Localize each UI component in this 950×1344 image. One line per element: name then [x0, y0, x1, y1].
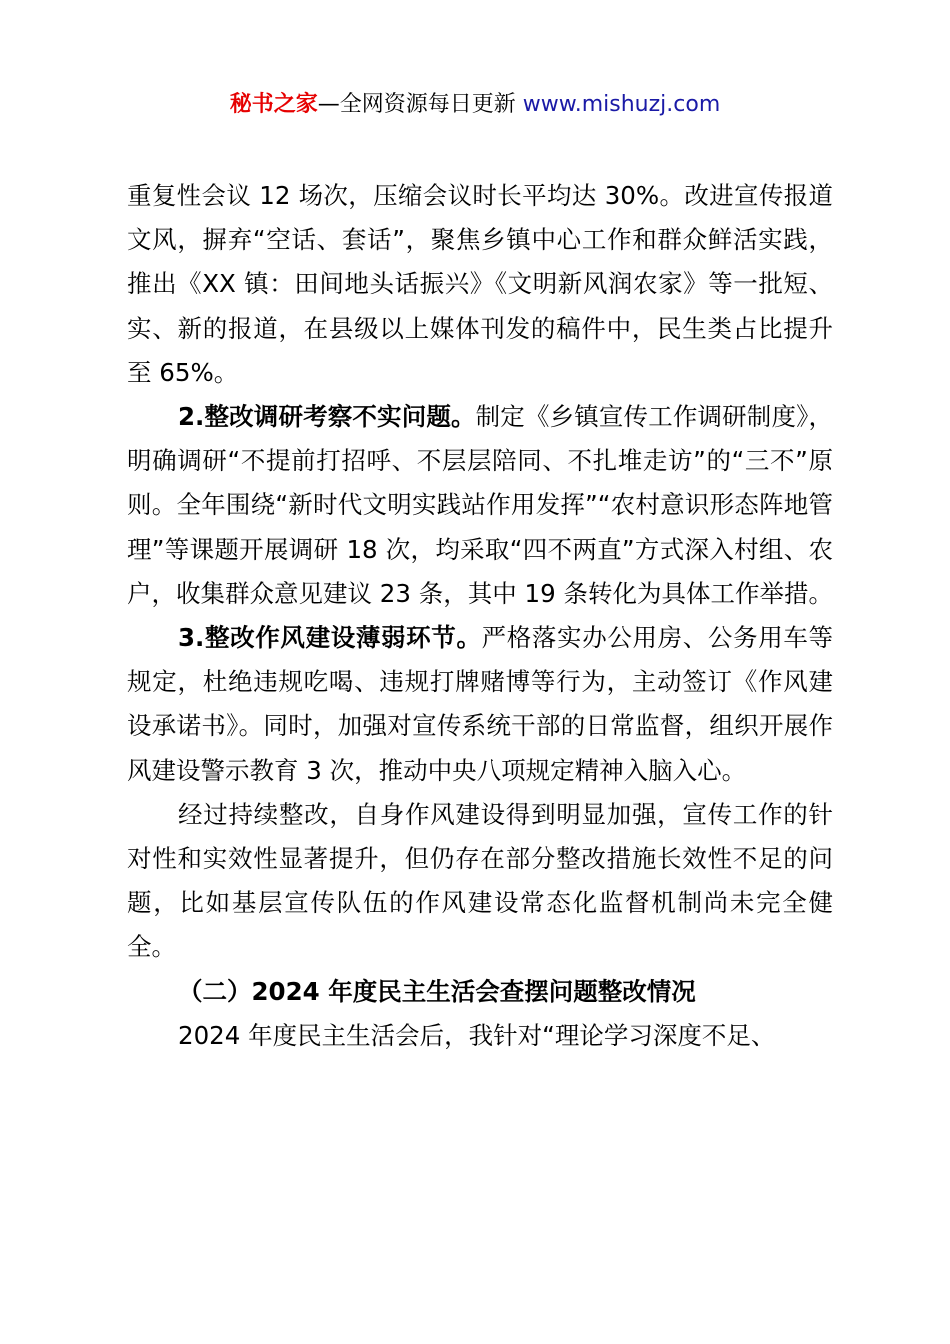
header-url[interactable]: www.mishuzj.com — [522, 92, 721, 117]
document-body — [127, 174, 833, 1058]
paragraph-continued — [127, 174, 833, 395]
paragraph-lead: 2.整改调研考察不实问题。 — [178, 402, 476, 432]
paragraph-item-2 — [127, 395, 833, 616]
paragraph-item-3 — [127, 616, 833, 793]
header-slogan: —全网资源每日更新 — [317, 92, 523, 117]
paragraph-text: 经过持续整改，自身作风建设得到明显加强，宣传工作的针对性和实效性显著提升，但仍存在部分整改措施长效性不足的问题，比如基层宣传队伍的作风建设常态化监督机制尚未完全健全。 — [127, 799, 833, 962]
paragraph-text: 严格落实办公用房、公务用车等规定，杜绝违规吃喝、违规打牌赌博等行为，主动签订《作风建设承诺书》。同时，加强对宣传系统干部的日常监督，组织开展作风建设警示教育 3 次，推动中央八项规定精神入脑入心。 — [127, 623, 834, 785]
page-header — [0, 88, 950, 122]
section-heading-text: （二）2024 年度民主生活会查摆问题整改情况 — [178, 976, 696, 1006]
header-brand: 秘书之家 — [229, 92, 318, 117]
paragraph-lead: 3.整改作风建设薄弱环节。 — [178, 623, 482, 653]
paragraph-text: 重复性会议 12 场次，压缩会议时长平均达 30%。改进宣传报道文风，摒弃“空话、套话”，聚焦乡镇中心工作和群众鲜活实践，推出《XX 镇：田间地头话振兴》《文明新风润农家》等一批短、实、新的报道，在县级以上媒体刊发的稿件中，民生类占比提升至 65%。 — [127, 181, 833, 387]
paragraph-section-start — [127, 1014, 833, 1058]
paragraph-text: 2024 年度民主生活会后，我针对“理论学习深度不足、 — [178, 1020, 776, 1050]
paragraph-text: 制定《乡镇宣传工作调研制度》，明确调研“不提前打招呼、不层层陪同、不扎堆走访”的“三不”原则。全年围绕“新时代文明实践站作用发挥”“农村意识形态阵地管理”等课题开展调研 18 次，均采取“四不两直”方式深入村组、农户，收集群众意见建议 23 条，其中 19 条转化为具体工作举措。 — [127, 402, 833, 608]
section-heading — [127, 970, 833, 1014]
paragraph-summary — [127, 793, 833, 970]
